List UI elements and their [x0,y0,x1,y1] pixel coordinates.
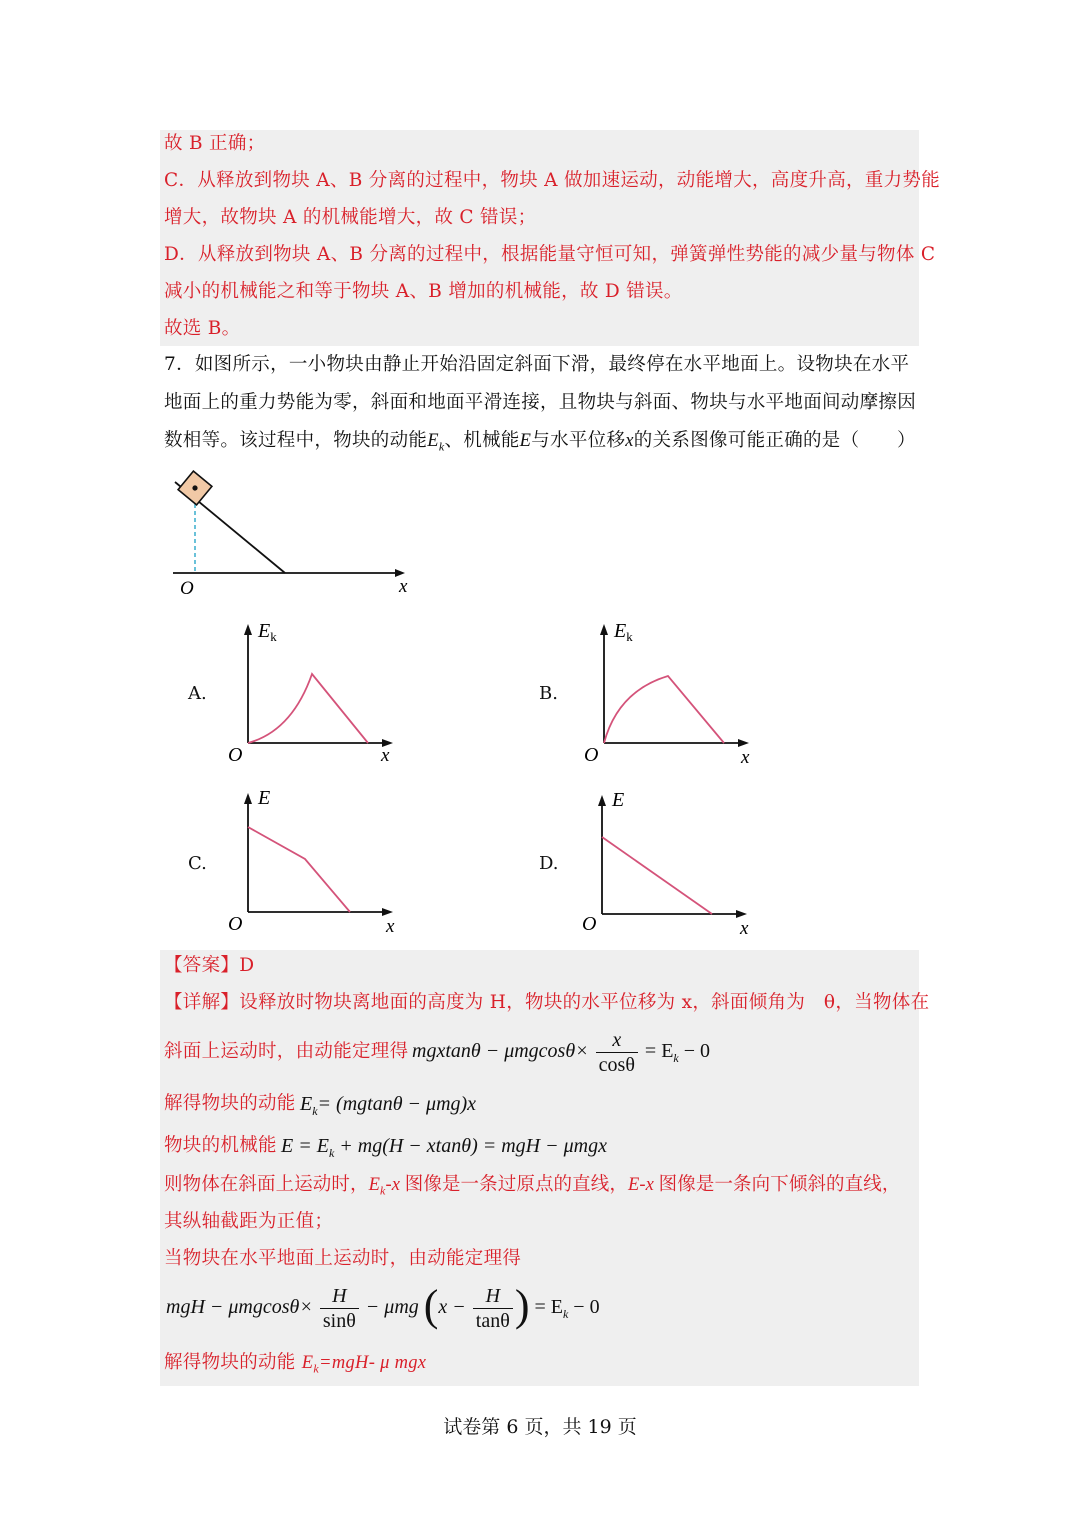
option-a-graph [222,617,412,767]
origin-label: O [584,744,599,766]
y-axis-arrow [244,624,252,635]
e-line [248,827,350,912]
x-axis-label: x [386,916,395,936]
final-ek-expression: $E_k=mgH-$ μ mgx [301,1353,427,1376]
prev-solution-line-5: 减小的机械能之和等于物块 A、B 增加的机械能，故 D 错误。 [164,281,683,302]
explanation-line-5: 则物体在斜面上运动时，$E_k-x$ 图像是一条过原点的直线，E-x 图像是一条向下倾斜的直线， [164,1174,901,1198]
equation-4: mgH − μmgcosθ× $\frac{H}{\sin\theta}$ − μmg (x − $\frac{H}{\tan\theta}$ ) = $E_k - 0$ [166,1281,600,1332]
x-axis-label: x [741,747,750,767]
prev-solution-shade [160,130,919,346]
y-axis-arrow [244,793,252,804]
x-axis-label: x [740,918,749,938]
explanation-line-4: 物块的机械能 [164,1135,277,1156]
equation-4-fraction-2: $\frac{H}{\tan\theta}$ [473,1284,513,1333]
origin-label: O [228,913,243,935]
explanation-line-6: 其纵轴截距为正值； [164,1211,334,1232]
y-axis-label: E [258,787,271,809]
y-axis-arrow [600,624,608,635]
y-axis-label: $E_k$ [614,620,633,644]
e-line [602,837,712,914]
option-c-label: C. [188,853,207,874]
explanation-tag: 【详解】 [164,992,240,1013]
question-line-2: 地面上的重力势能为零，斜面和地面平滑连接，且物块与斜面、物块与水平地面间动摩擦因 [164,392,917,413]
y-axis-arrow [598,795,606,806]
ek-curve [248,674,368,743]
question-line-3 [164,428,916,460]
figure-origin-label: O [180,578,194,599]
explanation-line-2: 斜面上运动时，由动能定理得 [164,1041,409,1062]
equation-1: mgxtanθ − μmgcosθ× $\frac{x}{\cos\theta}$ = $E_k - 0$ [412,1029,711,1076]
block [178,471,212,505]
explanation-line-7: 当物块在水平地面上运动时，由动能定理得 [164,1248,522,1269]
origin-label: O [582,913,597,935]
answer-tag: 【答案】 [164,955,240,976]
figure-x-label: x [399,576,408,597]
option-b-graph [578,617,768,767]
option-d-label: D. [539,853,559,874]
explanation-line-1 [164,990,929,1016]
y-axis-label: $E_k$ [258,620,277,644]
option-b-label: B. [539,683,558,704]
x-axis-arrow [736,910,747,918]
equation-4-fraction-1: $\frac{H}{\sin\theta}$ [320,1284,359,1333]
symbol-E-x: E-x [627,1175,659,1195]
explanation-line-1-text: 设释放时物块离地面的高度为 H，物块的水平位移为 x，斜面倾角为 θ，当物体在 [239,992,930,1013]
x-axis-arrow [382,908,393,916]
symbol-Ek-x: $E_k-x$ [368,1175,405,1198]
symbol-x: x [625,431,634,451]
option-d-graph [576,788,766,938]
incline-figure [165,470,425,600]
question-line-3-d: 的关系图像可能正确的是（ ） [633,430,916,451]
x-axis-label: x [381,745,390,766]
answer-line [164,953,254,979]
answer-value: D [239,955,255,976]
prev-solution-line-2: C．从释放到物块 A、B 分离的过程中，物块 A 做加速运动，动能增大，高度升高，重力势能 [164,170,940,191]
explanation-line-8: 解得物块的动能 $E_k=mgH-$ μ mgx [164,1352,427,1376]
question-line-3-c: 与水平位移 [531,430,626,451]
prev-solution-line-1: 故 B 正确； [164,133,266,154]
prev-solution-line-6: 故选 B。 [164,318,241,339]
y-axis-label: E [612,789,625,811]
explanation-line-3: 解得物块的动能 [164,1093,296,1114]
ek-curve [604,676,724,743]
question-line-1: 7．如图所示，一小物块由静止开始沿固定斜面下滑，最终停在水平地面上。设物块在水平 [164,354,910,375]
option-c-graph [222,786,412,936]
x-axis-arrow [738,739,749,747]
option-a-label: A. [188,683,207,704]
page-footer: 试卷第 6 页，共 19 页 [443,1416,637,1438]
equation-2: $E_k= (mgtan\theta - \mu mg)x$ [300,1093,477,1118]
prev-solution-line-4: D．从释放到物块 A、B 分离的过程中，根据能量守恒可知，弹簧弹性势能的减少量与物体 C [164,244,936,265]
symbol-E: E [519,431,532,451]
equation-1-fraction: $\frac{x}{\cos\theta}$ [596,1028,638,1077]
symbol-Ek: $E_k$ [427,431,445,454]
prev-solution-line-3: 增大，故物块 A 的机械能增大，故 C 错误； [164,207,537,228]
origin-label: O [228,744,243,766]
equation-3: $E = E_k + mg(H - xtan\theta)$ = mgH − μmgx [281,1135,607,1160]
question-line-3-a: 数相等。该过程中，物块的动能 [164,430,428,451]
question-line-3-b: 、机械能 [444,430,520,451]
